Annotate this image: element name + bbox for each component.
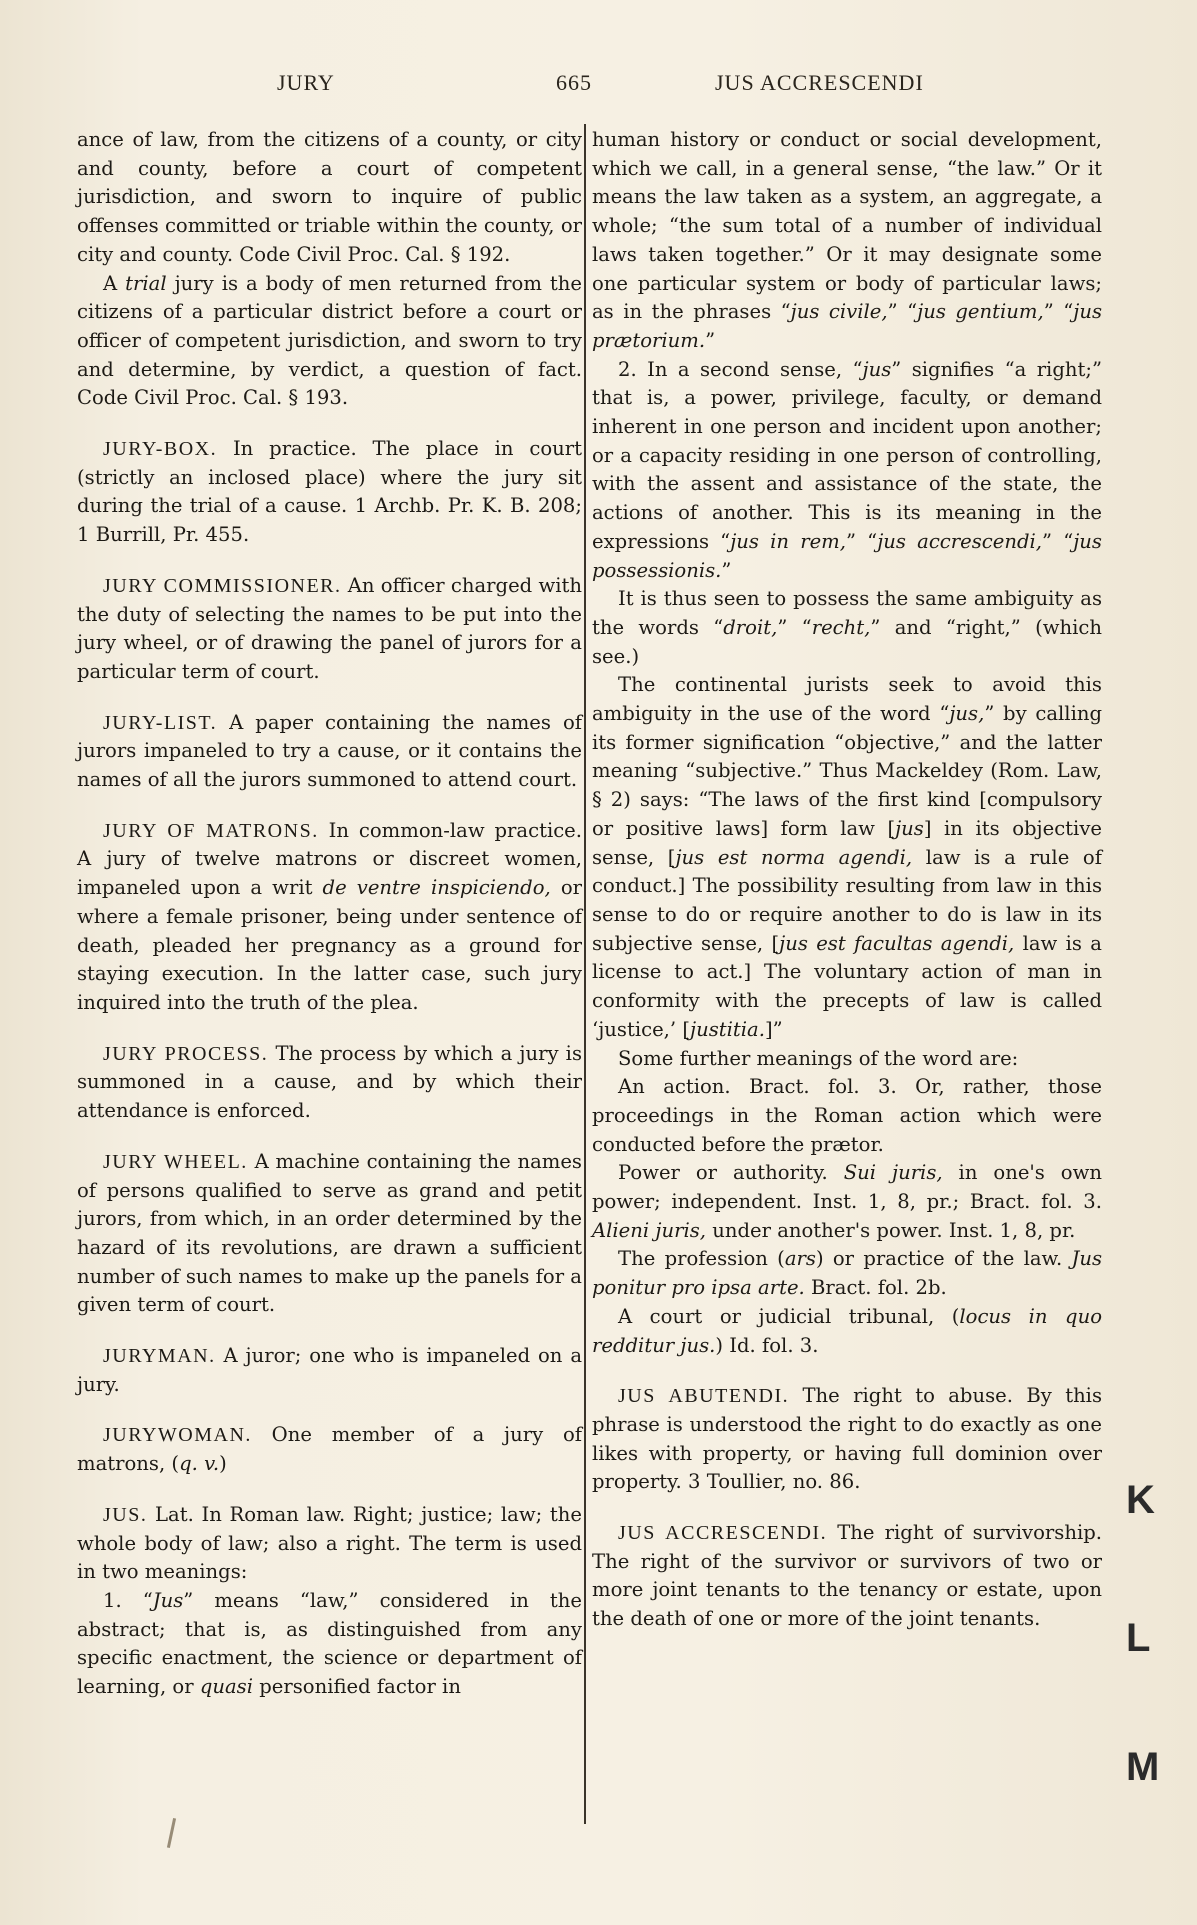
entry-term: JURY COMMISSIONER. (103, 574, 342, 597)
entry-juryman: JURYMAN. A juror; one who is impaneled on a jury. (77, 1344, 582, 1396)
entry-jury-box: JURY-BOX. In practice. The place in court (strictly an inclosed place) where the jury sit during the trial of a cause. 1 Archb. Pr. K. B. 208; 1 Burrill, Pr. 455. (77, 437, 582, 547)
page-number: 665 (556, 70, 592, 95)
left-column (77, 126, 582, 1702)
entry-jus: JUS. Lat. In Roman law. Right; justice; law; the whole body of law; also a right. The term is used in two meanings: (77, 1502, 582, 1584)
entry-jury-commissioner: JURY COMMISSIONER. An officer charged with the duty of selecting the names to be put into the jury wheel, or of drawing the panel of jurors for a particular term of court. (77, 573, 582, 683)
entry-term: JURYWOMAN. (103, 1424, 252, 1447)
continued-paragraph: ance of law, from the citizens of a county, or city and county, before a court of competent jurisdiction, and sworn to inquire of public offenses committed or triable within the county, or city and county. Code Civil Proc. Cal. § 192. (77, 128, 582, 266)
entry-term: JURY-LIST. (103, 711, 218, 734)
entry-jus-abutendi: JUS ABUTENDI. The right to abuse. By this phrase is understood the right to do exactly as one likes with property, or having full dominion over property. 3 Toullier, no. 86. (592, 1384, 1103, 1494)
meaning-power: Power or authority. Sui juris, in one's own power; independent. Inst. 1, 8, pr.; Bract. fol. 3. Alieni juris, under another's power. Inst. 1, 8, pr. (592, 1161, 1102, 1242)
running-header (0, 70, 1197, 100)
right-column (592, 126, 1102, 1634)
entry-term: JURY PROCESS. (103, 1042, 269, 1065)
entry-term: JUS ABUTENDI. (618, 1385, 790, 1408)
entry-jurywoman: JURYWOMAN. One member of a jury of matrons, (q. v.) (77, 1423, 582, 1476)
jus-ambiguity-paragraph: It is thus seen to possess the same ambiguity as the words “droit,” “recht,” and “right,” (which see.) (592, 587, 1102, 668)
meaning-profession: The profession (ars) or practice of the law. Jus ponitur pro ipsa arte. Bract. fol. 2b. (592, 1247, 1102, 1300)
header-right-guide-word: JUS ACCRESCENDI (715, 70, 924, 95)
jus-meaning-1: 1. “Jus” means “law,” considered in the abstract; that is, as distinguished from any specific enactment, the science or department of learning, or quasi personified factor in (77, 1588, 582, 1699)
entry-term: JUS. (103, 1503, 148, 1526)
meaning-court: A court or judicial tribunal, (locus in quo redditur jus.) Id. fol. 3. (592, 1304, 1103, 1357)
trial-jury-paragraph: A trial jury is a body of men returned from the citizens of a particular district before a court or officer of competent jurisdiction, and sworn to try and determine, by verdict, a question of fact. Code Civil Proc. Cal. § 193. (77, 271, 582, 410)
further-meanings-intro: Some further meanings of the word are: (618, 1046, 1019, 1070)
entry-jury-list: JURY-LIST. A paper containing the names of jurors impaneled to try a cause, or it contains the names of all the jurors summoned to attend court. (77, 710, 582, 792)
jus-meaning-2: 2. In a second sense, “jus” signifies “a right;” that is, a power, privilege, faculty, or demand inherent in one person and incident upon another; or a capacity residing in one person of controlling, with the assent and assistance of the state, the actions of another. This is its meaning in the expressions “jus in rem,” “jus accrescendi,” “jus possessionis.” (592, 357, 1102, 582)
thumb-index-tab-m: M (1126, 1745, 1160, 1789)
thumb-index-tab-k: K (1126, 1478, 1155, 1522)
ink-smudge (167, 1818, 176, 1848)
entry-jury-of-matrons: JURY OF MATRONS. In common-law practice. A jury of twelve matrons or discreet women, impaneled upon a writ de ventre inspiciendo, or where a female prisoner, being under sentence of death, pleaded her pregnancy as a ground for staying execution. In the latter case, such jury inquired into the truth of the plea. (77, 818, 583, 1014)
header-left-guide-word: JURY (277, 70, 335, 95)
entry-term: JURY OF MATRONS. (103, 819, 319, 842)
entry-term: JURYMAN. (103, 1345, 216, 1368)
continental-jurists-paragraph: The continental jurists seek to avoid this ambiguity in the use of the word “jus,” by calling its former signification “objective,” and the latter meaning “subjective.” Thus Mackeldey (Rom. Law, § 2) says: “The laws of the first kind [compulsory or positive laws] form law [jus] in its objective sense, [jus est norma agendi, law is a rule of conduct.] The possibility resulting from law in this sense to do or require another to do is law in its subjective sense, [jus est facultas agendi, law is a license to act.] The voluntary action of man in conformity with the precepts of law is called ‘justice,’ [justitia.]” (592, 673, 1103, 1041)
thumb-index-tab-l: L (1126, 1616, 1151, 1660)
entry-jury-process: JURY PROCESS. The process by which a jury is summoned in a cause, and by which their attendance is enforced. (77, 1041, 582, 1123)
column-divider (584, 124, 586, 1824)
entry-term: JUS ACCRESCENDI. (618, 1522, 828, 1545)
meaning-action: An action. Bract. fol. 3. Or, rather, those proceedings in the Roman action which were conducted before the prætor. (592, 1075, 1102, 1156)
entry-term: JURY WHEEL. (103, 1150, 248, 1173)
entry-jus-accrescendi: JUS ACCRESCENDI. The right of survivorship. The right of the survivor or survivors of two or more joint tenants to the tenancy or estate, upon the death of one or more of the joint tenants. (592, 1521, 1102, 1631)
entry-jury-wheel: JURY WHEEL. A machine containing the names of persons qualified to serve as grand and petit jurors, from which, in an order determined by the hazard of its revolutions, are drawn a sufficient number of such names to make up the panels for a given term of court. (77, 1149, 582, 1317)
entry-term: JURY-BOX. (103, 438, 218, 461)
jus-meaning-1-continued: human history or conduct or social development, which we call, in a general sense, “the law.” Or it means the law taken as a system, an aggregate, a whole; “the sum total of a number of individual laws taken together.” Or it may designate some one particular system or body of particular laws; as in the phrases “jus civile,” “jus gentium,” “jus prætorium.” (592, 128, 1102, 352)
